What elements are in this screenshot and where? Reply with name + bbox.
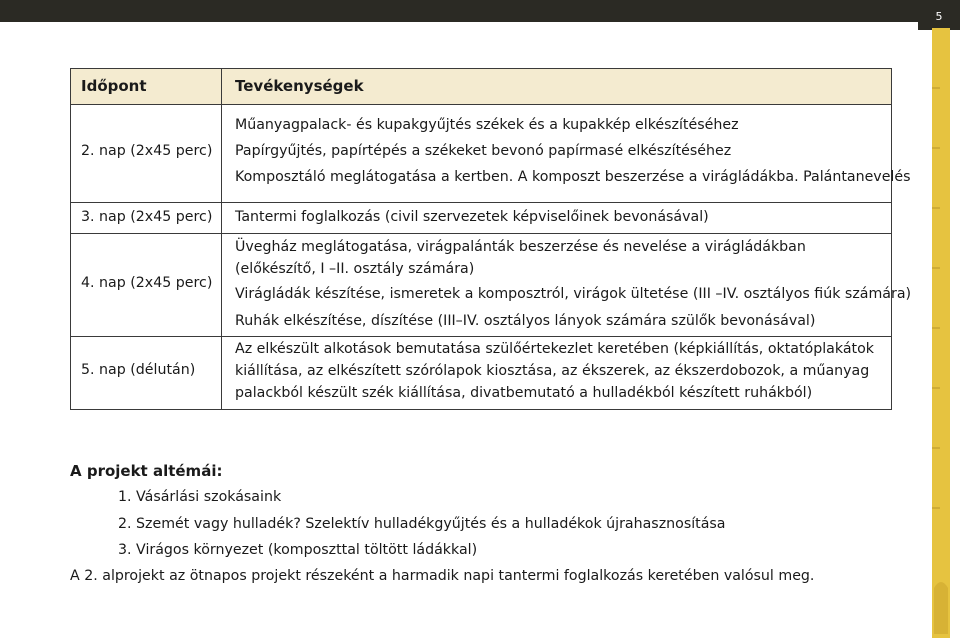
activity-line: Komposztáló meglátogatása a kertben. A komposzt beszerzése a virágládákba. Palántanevelés — [235, 169, 911, 185]
activity-line: Üvegház meglátogatása, virágpalánták beszerzése és nevelése a virágládákban — [235, 239, 806, 255]
activity-line: palackból készült szék kiállítása, divatbemutató a hulladékból készített ruhákból) — [235, 385, 813, 401]
subtopic-item: 2. Szemét vagy hulladék? Szelektív hulladékgyűjtés és a hulladékok újrahasznosítása — [118, 516, 726, 532]
subtopics-title: A projekt altémái: — [70, 462, 223, 480]
top-bar — [0, 0, 918, 22]
subtopic-item: 3. Virágos környezet (komposzttal töltött ládákkal) — [118, 542, 478, 558]
row-day-5: 5. nap (délután) — [81, 362, 196, 378]
activity-line: Papírgyűjtés, papírtépés a székeket bevonó papírmasé elkészítéséhez — [235, 143, 732, 159]
row-divider — [71, 233, 891, 234]
row-day-4: 4. nap (2x45 perc) — [81, 275, 213, 291]
table-header — [71, 69, 891, 105]
activity-line: Virágládák készítése, ismeretek a komposztról, virágok ültetése (III –IV. osztályos fiúk számára) — [235, 286, 912, 302]
header-activities: Tevékenységek — [235, 77, 364, 95]
activity-line: Műanyagpalack- és kupakgyűjtés székek és a kupakkép elkészítéséhez — [235, 117, 739, 133]
header-time: Időpont — [81, 77, 147, 95]
ruler-hand-icon — [932, 28, 950, 638]
row-divider — [71, 336, 891, 337]
activity-table — [70, 68, 912, 410]
page-number: 5 — [918, 0, 960, 30]
row-divider — [71, 202, 891, 203]
activity-line: Az elkészült alkotások bemutatása szülőértekezlet keretében (képkiállítás, oktatóplakátok — [235, 341, 874, 357]
activity-line: kiállítása, az elkészített szórólapok kiosztása, az ékszerek, az ékszerdobozok, a műanyag — [235, 363, 870, 379]
activity-line: Tantermi foglalkozás (civil szervezetek képviselőinek bevonásával) — [235, 209, 709, 225]
side-decoration-strip — [932, 28, 950, 638]
column-divider — [221, 69, 222, 409]
activity-line: (előkészítő, I –II. osztály számára) — [235, 261, 475, 277]
activity-line: Ruhák elkészítése, díszítése (III–IV. osztályos lányok számára szülők bevonásával) — [235, 313, 816, 329]
subtopic-item: 1. Vásárlási szokásaink — [118, 489, 282, 505]
row-day-3: 3. nap (2x45 perc) — [81, 209, 213, 225]
row-day-2: 2. nap (2x45 perc) — [81, 143, 213, 159]
subtopics-note: A 2. alprojekt az ötnapos projekt részeként a harmadik napi tantermi foglalkozás keretében valósul meg. — [70, 568, 815, 584]
